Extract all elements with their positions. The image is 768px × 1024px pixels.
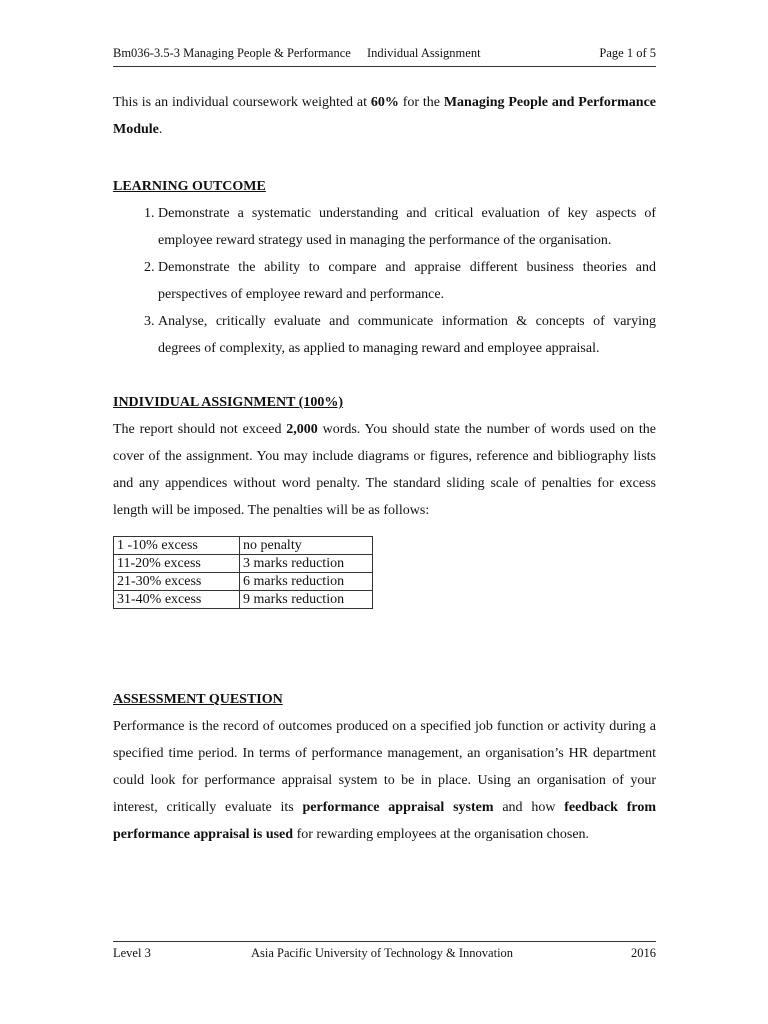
- intro-text-1: This is an individual coursework weighted at: [113, 95, 371, 110]
- penalty-table: [113, 536, 373, 609]
- learning-outcome-item: 1. Demonstrate a systematic understanding and critical evaluation of key aspects of employee reward strategy used in managing the performance of the organisation.: [158, 200, 656, 254]
- individual-assignment-heading: INDIVIDUAL ASSIGNMENT (100%): [113, 395, 344, 410]
- individual-assignment-paragraph: [113, 416, 656, 524]
- learning-outcome-heading: LEARNING OUTCOME: [113, 179, 266, 194]
- question-text-1: Performance is the record of outcomes produced on a specified job function or activity during a specified time period. In terms of performance management, an organisation’s HR department could look for performance appraisal system to be in place. Using an organisation of your interest, critically evaluate its: [113, 719, 656, 815]
- page-header: [113, 44, 656, 67]
- footer-year: 2016: [631, 946, 656, 960]
- intro-module: Managing People and Performance Module: [113, 95, 656, 137]
- penalty-value-cell: 3 marks reduction: [240, 555, 373, 573]
- question-emphasis-2: feedback from performance appraisal is used: [113, 800, 656, 842]
- penalty-value-cell: no penalty: [240, 537, 373, 555]
- header-page-number: Page 1 of 5: [599, 46, 656, 60]
- assessment-question-paragraph: [113, 713, 656, 848]
- learning-outcome-item: 3. Analyse, critically evaluate and communicate information & concepts of varying degrees of complexity, as applied to managing reward and employee appraisal.: [158, 308, 656, 362]
- individual-text-2: words. You should state the number of words used on the cover of the assignment. You may include diagrams or figures, reference and bibliography lists and any appendices without word penalty. The standard sliding scale of penalties for excess length will be imposed. The penalties will be as follows:: [113, 422, 656, 518]
- learning-outcome-list: [113, 200, 656, 362]
- penalty-value-cell: 9 marks reduction: [240, 591, 373, 609]
- table-row: [114, 573, 373, 591]
- word-limit: 2,000: [286, 422, 318, 437]
- footer-level: Level 3: [113, 946, 151, 960]
- question-emphasis-1: performance appraisal system: [302, 800, 494, 815]
- intro-text-2: for the: [398, 95, 444, 110]
- footer-university: Asia Pacific University of Technology & Innovation: [251, 946, 514, 960]
- individual-text-1: The report should not exceed: [113, 422, 287, 437]
- document-body: [113, 89, 656, 848]
- header-course: Bm036-3.5-3 Managing People & Performance: [113, 46, 351, 60]
- question-text-3: for rewarding employees at the organisation chosen.: [293, 827, 590, 842]
- penalty-range-cell: 11-20% excess: [114, 555, 240, 573]
- penalty-range-cell: 1 -10% excess: [114, 537, 240, 555]
- header-assignment: Individual Assignment: [367, 46, 481, 60]
- penalty-value-cell: 6 marks reduction: [240, 573, 373, 591]
- page-footer: [113, 941, 656, 964]
- assessment-question-heading: ASSESSMENT QUESTION: [113, 692, 283, 707]
- learning-outcome-item: 2. Demonstrate the ability to compare and appraise different business theories and perspectives of employee reward and performance.: [158, 254, 656, 308]
- penalty-range-cell: 31-40% excess: [114, 591, 240, 609]
- table-row: [114, 555, 373, 573]
- question-text-2: and how: [493, 800, 565, 815]
- intro-weight: 60%: [370, 95, 399, 110]
- intro-paragraph: [113, 89, 656, 143]
- table-row: [114, 537, 373, 555]
- penalty-range-cell: 21-30% excess: [114, 573, 240, 591]
- table-row: [114, 591, 373, 609]
- intro-text-3: .: [158, 122, 163, 137]
